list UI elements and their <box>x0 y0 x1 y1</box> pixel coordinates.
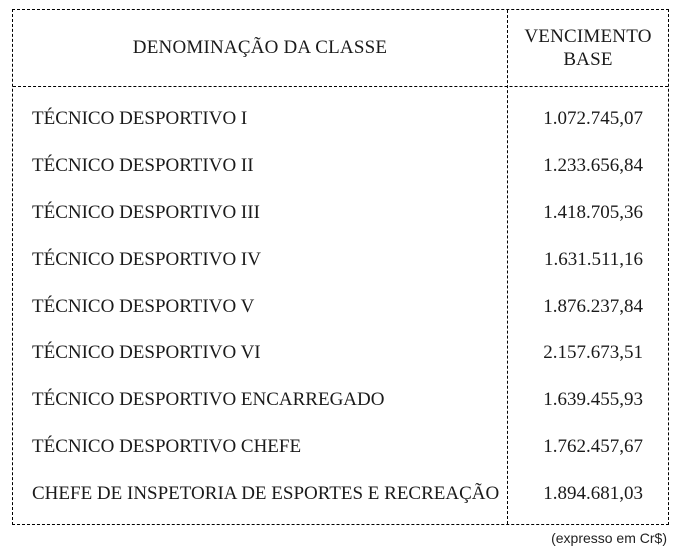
salary-cell: 1.631.511,16 <box>543 248 643 270</box>
table-body <box>13 100 668 522</box>
table-row <box>13 381 668 428</box>
table-row <box>13 288 668 335</box>
class-name-cell: TÉCNICO DESPORTIVO VI <box>32 342 261 364</box>
class-name-cell: TÉCNICO DESPORTIVO V <box>32 295 255 317</box>
header-class-name: DENOMINAÇÃO DA CLASSE <box>132 37 388 58</box>
class-name-cell: CHEFE DE INSPETORIA DE ESPORTES E RECREAÇÃO <box>32 483 500 505</box>
class-name-cell: TÉCNICO DESPORTIVO CHEFE <box>32 436 302 458</box>
class-name-cell: TÉCNICO DESPORTIVO III <box>32 201 260 223</box>
table-row <box>13 428 668 475</box>
salary-cell: 1.418.705,36 <box>543 201 643 223</box>
table-row <box>13 334 668 381</box>
class-name-cell: TÉCNICO DESPORTIVO II <box>32 154 254 176</box>
header-base-salary-line1: VENCIMENTO <box>524 26 652 47</box>
table-row <box>13 194 668 241</box>
class-name-cell: TÉCNICO DESPORTIVO I <box>32 108 248 129</box>
table-row <box>13 147 668 194</box>
table-row <box>13 100 668 147</box>
currency-footnote: (expresso em Cr$) <box>551 530 667 546</box>
salary-cell: 1.762.457,67 <box>543 436 643 458</box>
salary-cell: 2.157.673,51 <box>543 342 643 364</box>
salary-table <box>12 9 669 525</box>
table-row <box>13 475 668 522</box>
header-base-salary <box>508 25 668 71</box>
header-divider <box>13 86 668 87</box>
salary-cell: 1.072.745,07 <box>543 108 643 129</box>
class-name-cell: TÉCNICO DESPORTIVO IV <box>32 248 261 270</box>
salary-cell: 1.894.681,03 <box>543 483 643 505</box>
class-name-cell: TÉCNICO DESPORTIVO ENCARREGADO <box>32 389 385 411</box>
salary-cell: 1.876.237,84 <box>543 295 643 317</box>
salary-cell: 1.233.656,84 <box>543 154 643 176</box>
table-row <box>13 241 668 288</box>
salary-cell: 1.639.455,93 <box>543 389 643 411</box>
header-base-salary-line2: BASE <box>563 49 613 70</box>
